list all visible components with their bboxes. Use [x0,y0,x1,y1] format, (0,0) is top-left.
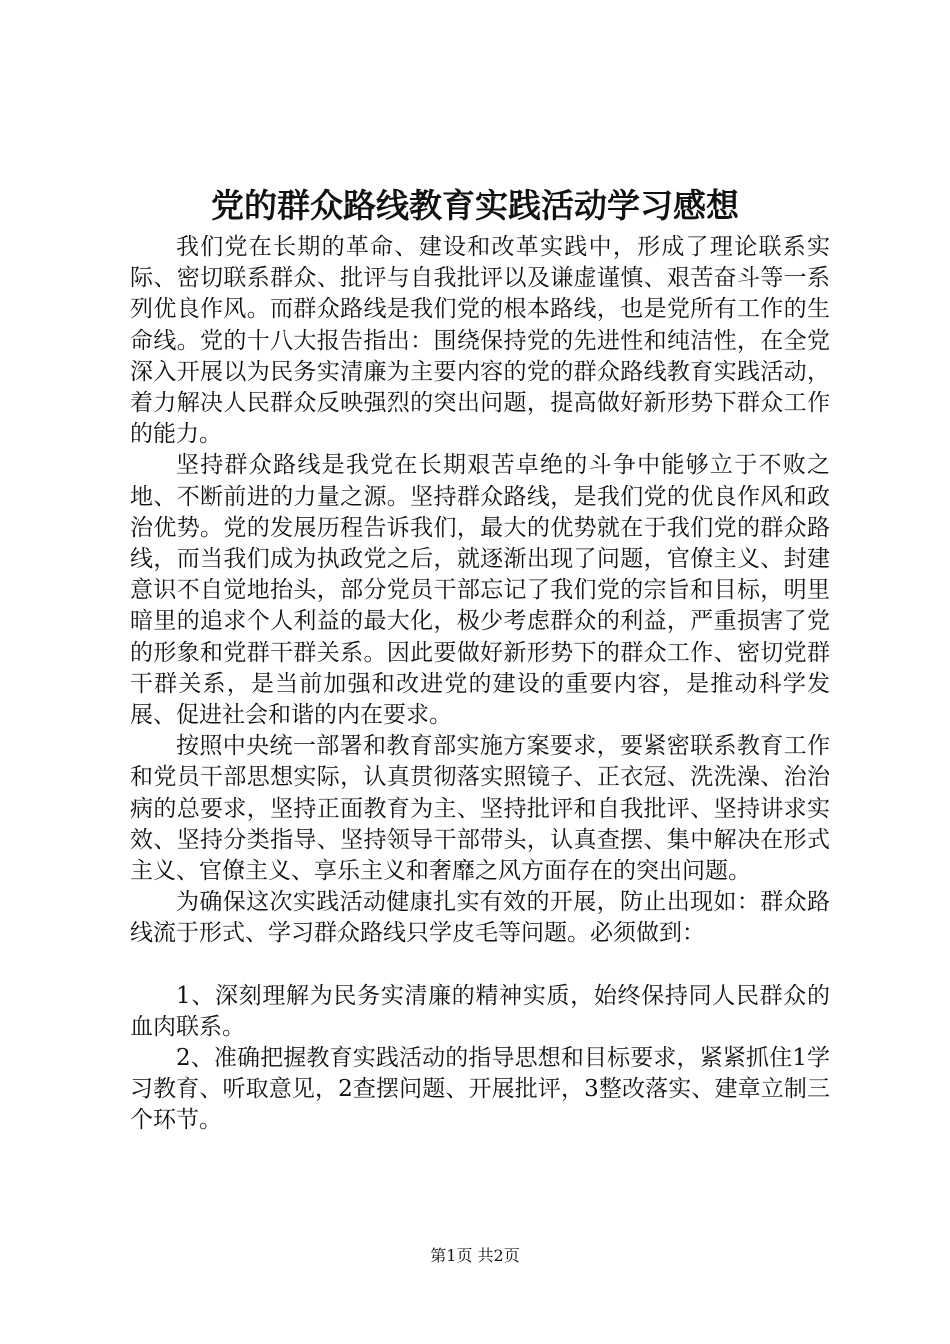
paragraph-3: 按照中央统一部署和教育部实施方案要求，要紧密联系教育工作和党员干部思想实际，认真贯彻落实照镜子、正衣冠、洗洗澡、治治病的总要求，坚持正面教育为主、坚持批评和自我批评、坚持讲求实效、坚持分类指导、坚持领导干部带头，认真查摆、集中解决在形式主义、官僚主义、享乐主义和奢靡之风方面存在的突出问题。 [130,733,830,885]
paragraph-2: 坚持群众路线是我党在长期艰苦卓绝的斗争中能够立于不败之地、不断前进的力量之源。坚持群众路线，是我们党的优良作风和政治优势。党的发展历程告诉我们，最大的优势就在于我们党的群众路线，而当我们成为执政党之后，就逐渐出现了问题，官僚主义、封建意识不自觉地抬头，部分党员干部忘记了我们党的宗旨和目标，明里暗里的追求个人利益的最大化，极少考虑群众的利益，严重损害了党的形象和党群干群关系。因此要做好新形势下的群众工作、密切党群干群关系，是当前加强和改进党的建设的重要内容，是推动科学发展、促进社会和谐的内在要求。 [130,452,830,729]
paragraph-4: 为确保这次实践活动健康扎实有效的开展，防止出现如：群众路线流于形式、学习群众路线只学皮毛等问题。必须做到： [130,889,830,947]
page-footer: 第1页 共2页 [430,1246,520,1265]
list-item-2: 2、准确把握教育实践活动的指导思想和目标要求，紧紧抓住1学习教育、听取意见，2查摆问题、开展批评，3整改落实、建章立制三个环节。 [130,1045,830,1134]
list-item-1: 1、深刻理解为民务实清廉的精神实质，始终保持同人民群众的血肉联系。 [130,982,830,1040]
document-body [130,232,830,1137]
paragraph-1: 我们党在长期的革命、建设和改革实践中，形成了理论联系实际、密切联系群众、批评与自我批评以及谦虚谨慎、艰苦奋斗等一系列优良作风。而群众路线是我们党的根本路线，也是党所有工作的生命线。党的十八大报告指出：围绕保持党的先进性和纯洁性，在全党深入开展以为民务实清廉为主要内容的党的群众路线教育实践活动，着力解决人民群众反映强烈的突出问题，提高做好新形势下群众工作的能力。 [130,234,830,448]
document-title: 党的群众路线教育实践活动学习感想 [211,186,739,225]
